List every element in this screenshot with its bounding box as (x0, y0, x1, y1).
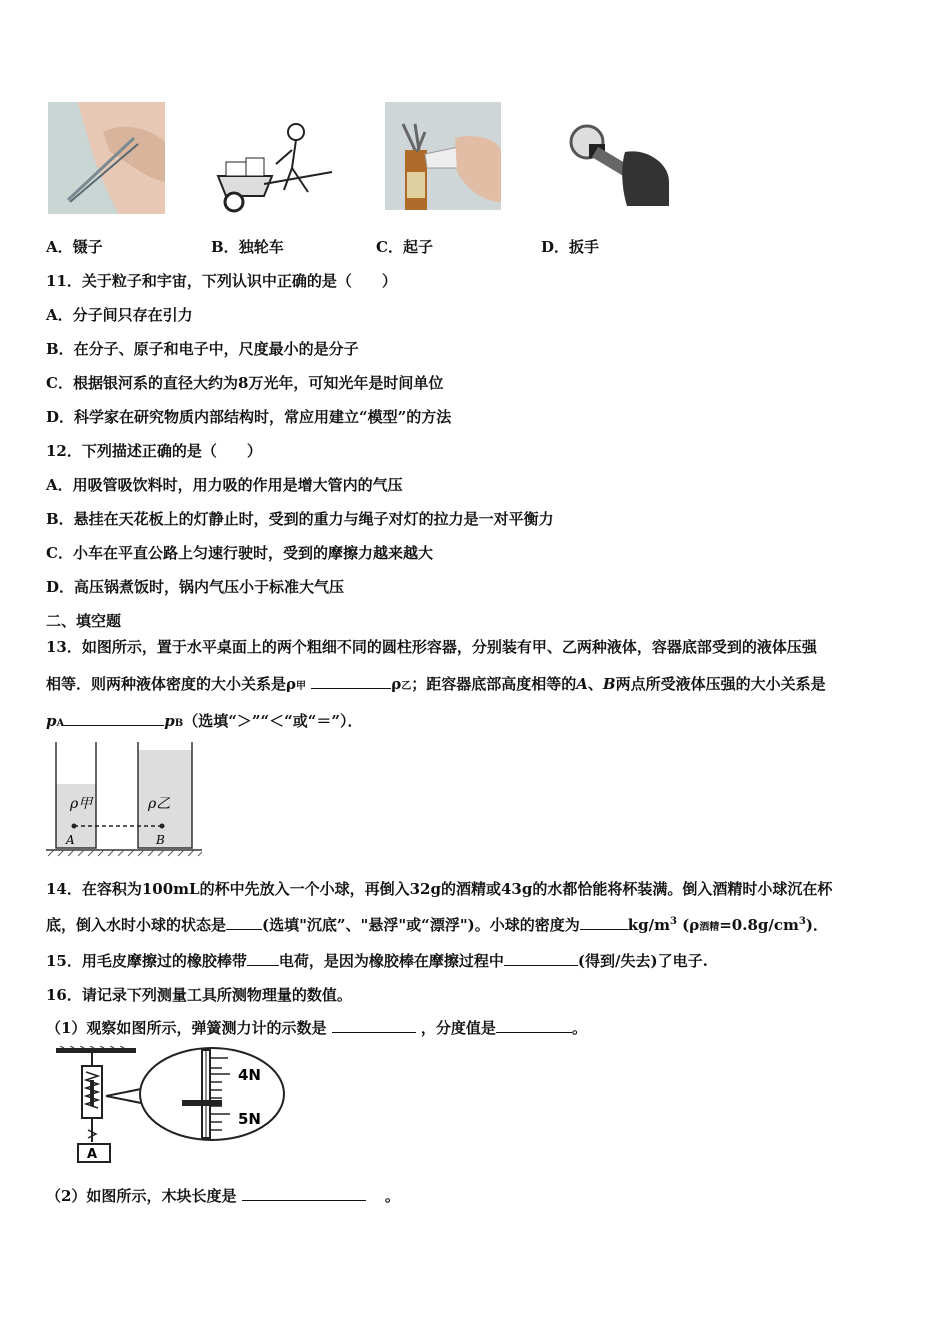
pressure-symbol: p (46, 712, 57, 730)
q14-text: =0.8g/cm (719, 916, 799, 934)
q13-text: ；距容器底部高度相等的 (411, 675, 577, 693)
q13-blank-1[interactable] (311, 674, 391, 689)
point-a-label: A (66, 833, 75, 847)
scale-label-5n: 5N (238, 1110, 261, 1128)
q11-option-c[interactable]: C．根据银河系的直径大约为8万光年，可知光年是时间单位 (46, 374, 444, 392)
wrench-image (565, 122, 669, 206)
q10-option-a[interactable] (46, 236, 103, 257)
q15-text: 电荷，是因为橡胶棒在摩擦过程中 (278, 952, 504, 970)
rho-yi-label: ρ乙 (148, 796, 171, 812)
option-letter: A． (46, 238, 73, 256)
q14-text: 底，倒入水时小球的状态是 (46, 916, 227, 934)
option-text: 镊子 (72, 238, 103, 256)
subscript-jia: 甲 (295, 681, 306, 692)
q13-text: 相等．则两种液体密度的大小关系是ρ (46, 675, 296, 693)
point-b-label: B (602, 675, 616, 693)
spring-scale-figure (52, 1046, 292, 1168)
separator: 、 (587, 675, 603, 693)
q12-option-a[interactable]: A．用吸管吸饮料时，用力吸的作用是增大管内的气压 (46, 476, 403, 494)
q14-text: (ρ (676, 916, 700, 934)
q16-text: （1）观察如图所示，弹簧测力计的示数是 (46, 1019, 327, 1037)
q16-blank-3[interactable] (242, 1186, 366, 1201)
option-letter: C． (376, 238, 403, 256)
q16-part2 (46, 1185, 400, 1206)
rho-symbol: ρ (391, 675, 402, 693)
q16-blank-2[interactable] (496, 1018, 572, 1033)
subscript-a: A (56, 718, 65, 729)
q11-stem: 11．关于粒子和宇宙，下列认识中正确的是（ ） (46, 272, 397, 290)
scale-label-4n: 4N (238, 1066, 261, 1084)
q16-text: （2）如图所示，木块长度是 (46, 1187, 237, 1205)
q13-text: （选填“＞”“＜“或“＝”）． (183, 712, 363, 730)
q15-text: (得到/失去)了电子. (577, 952, 708, 970)
q11-option-a[interactable]: A．分子间只存在引力 (46, 306, 193, 324)
subscript-yi: 乙 (401, 681, 412, 692)
q13-line2 (46, 673, 826, 694)
superscript-3: 3 (669, 916, 677, 927)
q12-option-d[interactable]: D．高压锅煮饭时，锅内气压小于标准大气压 (46, 578, 345, 596)
section-heading: 二、填空题 (46, 612, 122, 630)
q14-line2 (46, 914, 828, 935)
q14-blank-2[interactable] (580, 915, 628, 930)
bottle-opener-image (385, 102, 501, 210)
q12-option-b[interactable]: B．悬挂在天花板上的灯静止时，受到的重力与绳子对灯的拉力是一对平衡力 (46, 510, 554, 528)
subscript-alcohol: 酒精 (699, 922, 720, 933)
q13-line1: 13．如图所示，置于水平桌面上的两个粗细不同的圆柱形容器，分别装有甲、乙两种液体，容器底部受到的液体压强 (46, 638, 817, 656)
point-a-label: A (576, 675, 588, 693)
option-letter: B． (211, 238, 239, 256)
q15-line (46, 950, 708, 971)
q13-line3 (46, 710, 363, 731)
q14-line1: 14．在容积为100mL的杯中先放入一个小球，再倒入32g的酒精或43g的水都恰能将杯装满。倒入酒精时小球沉在杯 (46, 880, 833, 898)
q14-text: )． (805, 916, 828, 934)
q15-blank-2[interactable] (504, 951, 578, 966)
q13-text: 两点所受液体压强的大小关系是 (615, 675, 826, 693)
unit-text: kg/m (627, 916, 670, 934)
q16-stem: 16．请记录下列测量工具所测物理量的数值。 (46, 986, 352, 1004)
q13-blank-2[interactable] (64, 711, 164, 726)
q15-blank-1[interactable] (247, 951, 279, 966)
q16-blank-1[interactable] (332, 1018, 416, 1033)
q14-text: (选填"沉底”、"悬浮"或“漂浮")。小球的密度为 (262, 916, 580, 934)
rho-jia-label: ρ甲 (70, 796, 93, 812)
q14-blank-1[interactable] (226, 915, 262, 930)
option-letter: D． (541, 238, 570, 256)
wheelbarrow-image (212, 118, 338, 214)
q16-text: ，分度值是 (420, 1019, 496, 1037)
option-text: 起子 (402, 238, 433, 256)
q11-option-d[interactable]: D．科学家在研究物质内部结构时，常应用建立“模型”的方法 (46, 408, 452, 426)
q11-option-b[interactable]: B．在分子、原子和电子中，尺度最小的是分子 (46, 340, 359, 358)
q10-option-b[interactable] (211, 236, 284, 257)
q12-option-c[interactable]: C．小车在平直公路上匀速行驶时，受到的摩擦力越来越大 (46, 544, 433, 562)
q10-option-d[interactable] (541, 236, 599, 257)
tweezers-image (48, 102, 165, 214)
option-text: 扳手 (569, 238, 600, 256)
option-text: 独轮车 (238, 238, 284, 256)
block-a-label: A (87, 1147, 98, 1162)
q16-text: 。 (571, 1019, 587, 1037)
q16-part1 (46, 1017, 587, 1038)
q15-text: 15．用毛皮摩擦过的橡胶棒带 (46, 952, 247, 970)
superscript-3: 3 (798, 916, 806, 927)
q10-option-c[interactable] (376, 236, 433, 257)
point-b-label: B (156, 833, 165, 847)
subscript-b: B (174, 718, 184, 729)
q16-text: 。 (384, 1187, 400, 1205)
containers-figure (44, 738, 204, 858)
q12-stem: 12．下列描述正确的是（ ） (46, 442, 262, 460)
pressure-symbol: p (164, 712, 175, 730)
